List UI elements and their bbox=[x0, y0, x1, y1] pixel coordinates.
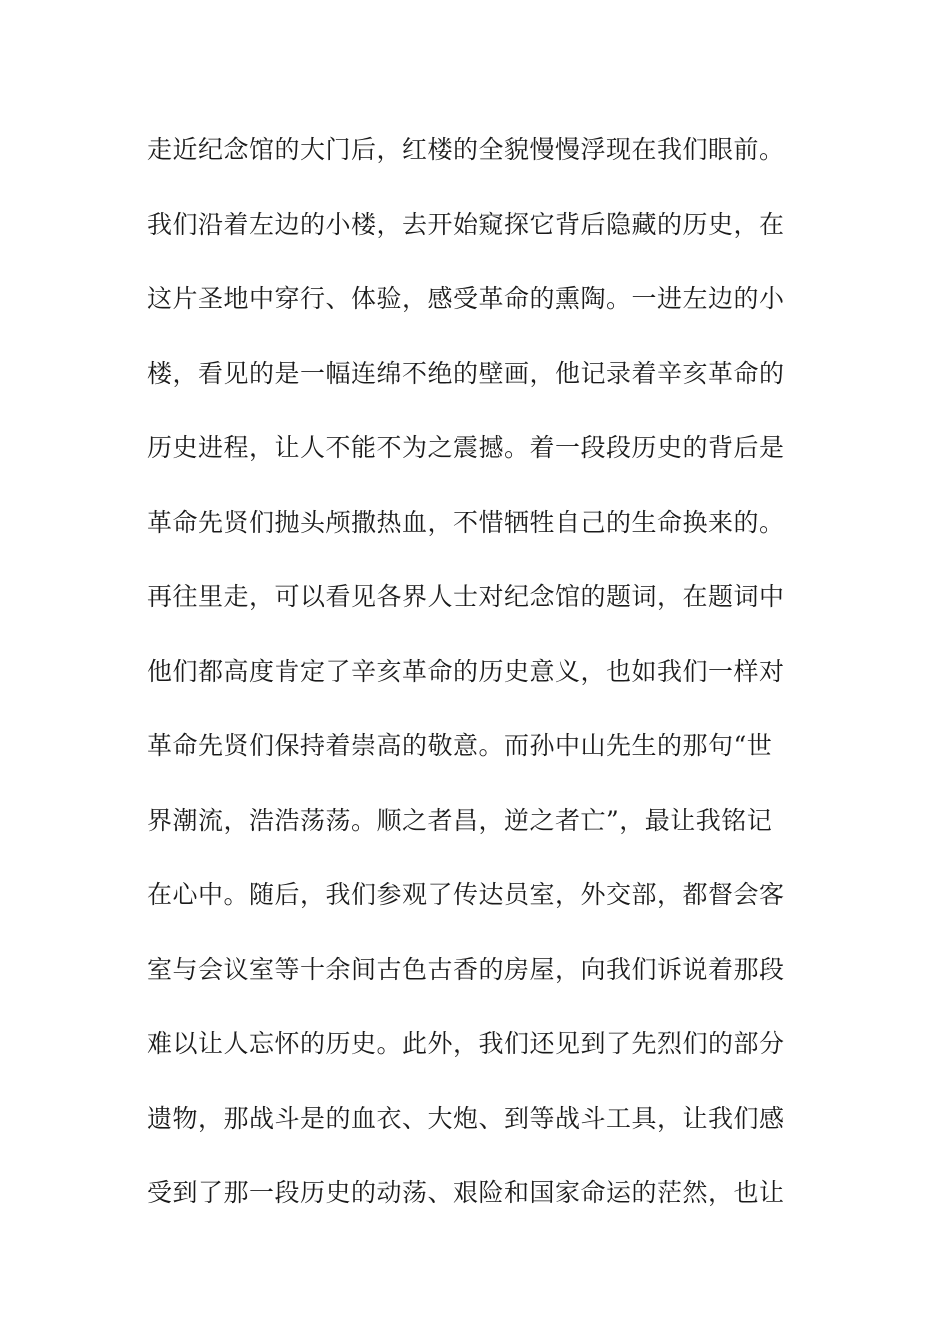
text-line: 我们沿着左边的小楼，去开始窥探它背后隐藏的历史，在 bbox=[147, 209, 785, 239]
text-line: 室与会议室等十余间古色古香的房屋，向我们诉说着那段 bbox=[147, 954, 785, 984]
text-line: 他们都高度肯定了辛亥革命的历史意义，也如我们一样对 bbox=[147, 656, 785, 686]
text-line: 走近纪念馆的大门后，红楼的全貌慢慢浮现在我们眼前。 bbox=[147, 135, 785, 164]
text-line: 界潮流，浩浩荡荡。顺之者昌，逆之者亡”，最让我铭记 bbox=[147, 805, 773, 835]
body-text bbox=[147, 128, 787, 1246]
text-line: 楼，看见的是一幅连绵不绝的壁画，他记录着辛亥革命的 bbox=[147, 358, 785, 388]
text-line: 遗物，那战斗是的血衣、大炮、到等战斗工具，让我们感 bbox=[147, 1103, 785, 1133]
text-line: 革命先贤们保持着崇高的敬意。而孙中山先生的那句“世 bbox=[147, 731, 773, 760]
text-line: 革命先贤们抛头颅撒热血，不惜牺牲自己的生命换来的。 bbox=[147, 507, 785, 537]
text-line: 历史进程，让人不能不为之震撼。着一段段历史的背后是 bbox=[147, 433, 785, 462]
text-line: 难以让人忘怀的历史。此外，我们还见到了先烈们的部分 bbox=[147, 1029, 785, 1058]
text-line: 再往里走，可以看见各界人士对纪念馆的题词，在题词中 bbox=[147, 582, 785, 611]
text-line: 受到了那一段历史的动荡、艰险和国家命运的茫然，也让 bbox=[147, 1178, 785, 1207]
text-line: 在心中。随后，我们参观了传达员室，外交部，都督会客 bbox=[147, 880, 785, 909]
text-line: 这片圣地中穿行、体验，感受革命的熏陶。一进左边的小 bbox=[147, 284, 785, 313]
